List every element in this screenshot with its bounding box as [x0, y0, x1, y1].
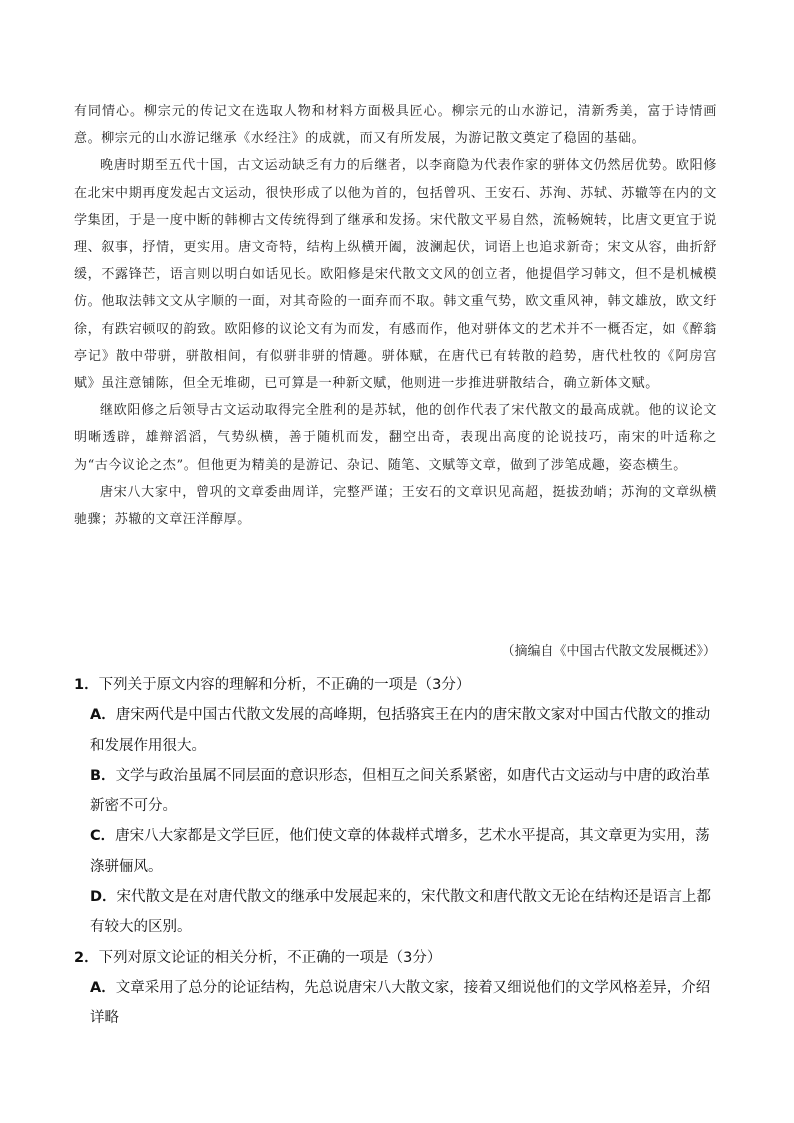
passage-source: （摘编自《中国古代散文发展概述》）: [501, 644, 716, 659]
question-number: 2．: [74, 949, 99, 966]
option-a: [74, 973, 719, 1034]
option-letter: B．: [90, 767, 116, 784]
option-letter: A．: [90, 979, 116, 996]
question-list: [74, 670, 719, 1034]
option-b: [74, 761, 719, 822]
option-letter: C．: [90, 828, 116, 845]
question-text: 下列对原文论证的相关分析，不正确的一项是（3分）: [98, 949, 442, 966]
question-2: [74, 943, 719, 1034]
option-text: 唐宋两代是中国古代散文发展的高峰期，包括骆宾王在内的唐宋散文家对中国古代散文的推动和发展作用很大。: [90, 707, 711, 754]
option-text: 文章采用了总分的论证结构，先总说唐宋八大散文家，接着又细说他们的文学风格差异，介绍详略: [90, 979, 711, 1027]
option-letter: D．: [90, 889, 117, 906]
passage-paragraph: 晚唐时期至五代十国，古文运动缺乏有力的后继者，以李商隐为代表作家的骈体文仍然居优势。欧阳修在北宋中期再度发起古文运动，很快形成了以他为首的，包括曾巩、王安石、苏洵、苏轼、苏辙等在内的文学集团，于是一度中断的韩柳古文传统得到了继承和发扬。宋代散文平易自然，流畅婉转，比唐文更宜于说理、叙事，抒情，更实用。唐文奇特，结构上纵横开阖，波澜起伏，词语上也追求新奇；宋文从容，曲折舒缓，不露锋芒，语言则以明白如话见长。欧阳修是宋代散文文风的创立者，他提倡学习韩文，但不是机械模仿。他取法韩文文从字顺的一面，对其奇险的一面弃而不取。韩文重气势，欧文重风神，韩文雄放，欧文纡徐，有跌宕顿叹的韵致。欧阳修的议论文有为而发，有感而作，他对骈体文的艺术并不一概否定，如《醉翁亭记》散中带骈，骈散相间，有似骈非骈的情趣。骈体赋，在唐代已有转散的趋势，唐代杜牧的《阿房宫赋》虽注意铺陈，但全无堆砌，已可算是一种新文赋，他则进一步推进骈散结合，确立新体文赋。: [74, 158, 717, 392]
option-d: [74, 882, 719, 943]
option-a: [74, 700, 719, 761]
question-number: 1．: [74, 677, 99, 693]
passage-paragraph: 继欧阳修之后领导古文运动取得完全胜利的是苏轼，他的创作代表了宋代散文的最高成就。他的议论文明晰透辟，雄辩滔滔，气势纵横，善于随机而发，翻空出奇，表现出高度的论说技巧，南宋的叶适称之为“古今议论之杰”。但他更为精美的是游记、杂记、随笔、文赋等文章，做到了涉笔成趣，姿态横生。: [74, 403, 717, 473]
option-text: 宋代散文是在对唐代散文的继承中发展起来的，宋代散文和唐代散文无论在结构还是语言上都有较大的区别。: [90, 889, 712, 936]
question-stem: [74, 670, 719, 700]
option-letter: A．: [90, 707, 116, 724]
question-text: 下列关于原文内容的理解和分析，不正确的一项是（3分）: [98, 677, 471, 693]
passage-paragraph: 有同情心。柳宗元的传记文在选取人物和材料方面极具匠心。柳宗元的山水游记，清新秀美，富于诗情画意。柳宗元的山水游记继承《水经注》的成就，而又有所发展，为游记散文奠定了稳固的基础。: [74, 104, 717, 147]
option-c: [74, 821, 719, 882]
option-text: 唐宋八大家都是文学巨匠，他们使文章的体裁样式增多，艺术水平提高，其文章更为实用，荡涤骈俪风。: [90, 828, 710, 875]
option-text: 文学与政治虽属不同层面的意识形态，但相互之间关系紧密，如唐代古文运动与中唐的政治革新密不可分。: [90, 767, 711, 815]
question-1: [74, 670, 719, 943]
passage-paragraph: 唐宋八大家中，曾巩的文章委曲周详，完整严谨；王安石的文章识见高超，挺拔劲峭；苏洵的文章纵横驰骤；苏辙的文章汪洋醇厚。: [74, 484, 717, 528]
question-stem: [74, 943, 719, 973]
reading-passage: [74, 98, 717, 533]
